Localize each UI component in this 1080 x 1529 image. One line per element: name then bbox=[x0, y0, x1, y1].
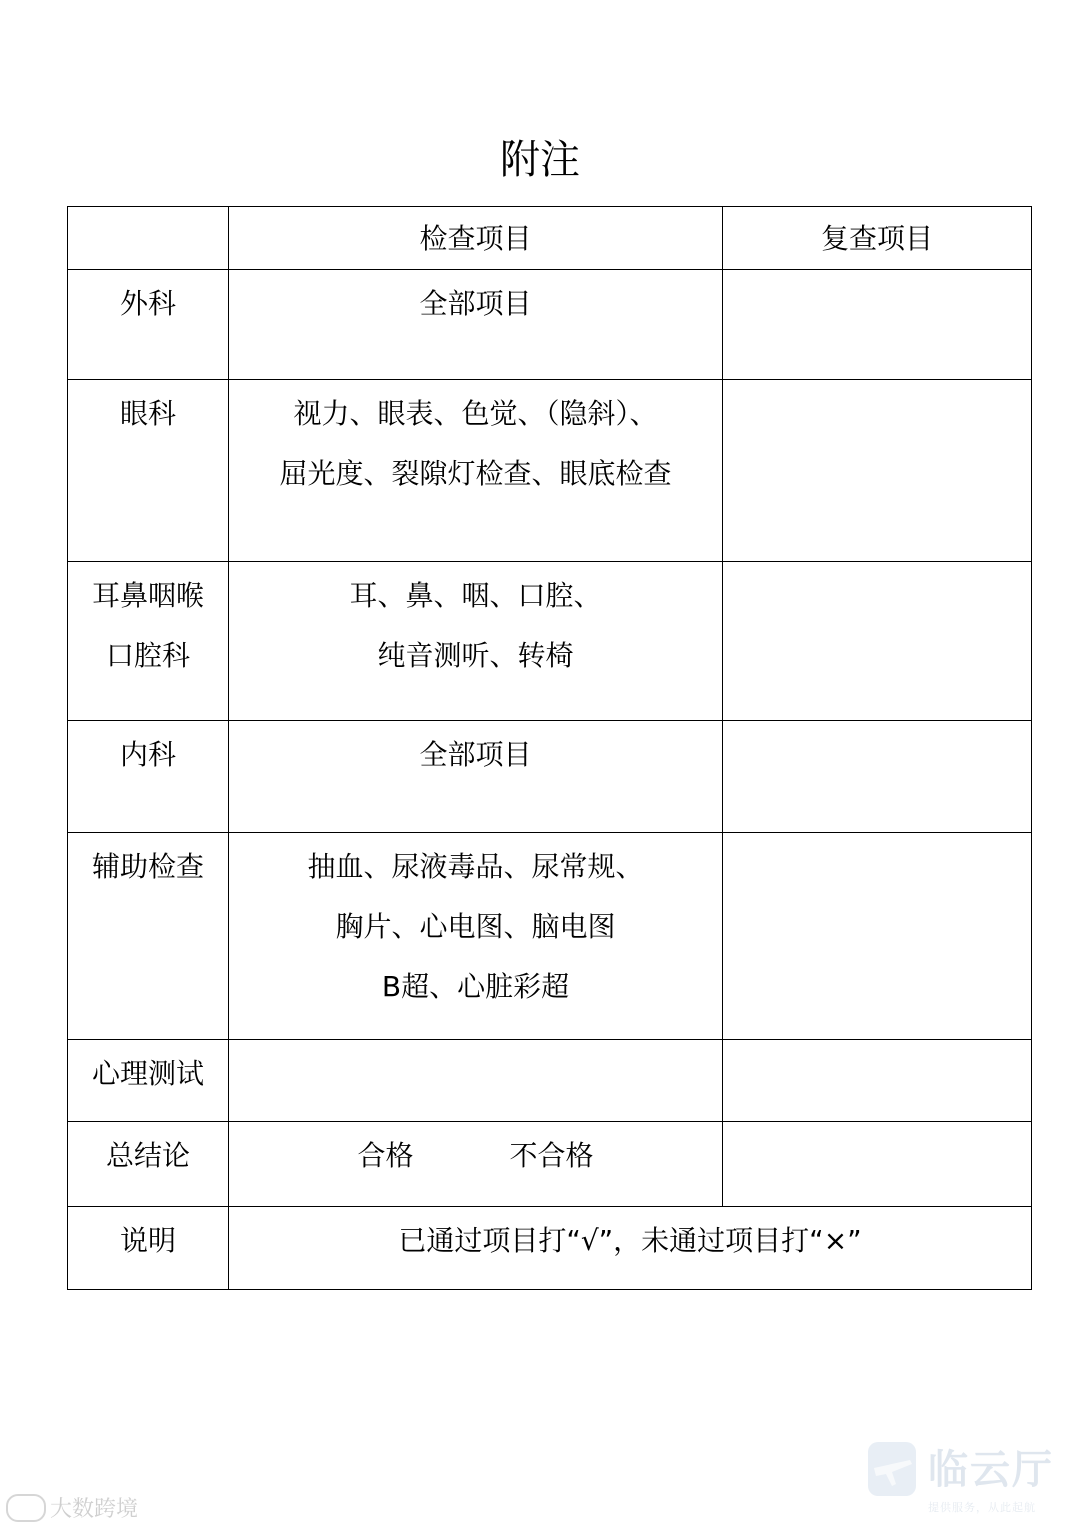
exam-items-cell bbox=[229, 270, 723, 380]
conclusion-options-cell bbox=[229, 1122, 723, 1207]
table-row bbox=[68, 1040, 1032, 1122]
header-exam-items bbox=[229, 207, 723, 270]
header-empty-cell bbox=[68, 207, 229, 270]
dept-cell bbox=[68, 833, 229, 1040]
right-watermark-subtext: 提供服务，从此起航 bbox=[928, 1501, 1036, 1514]
exam-table bbox=[67, 206, 1032, 1290]
page-title: 附注 bbox=[500, 137, 580, 183]
note-text: 已通过项目打“√”，未通过项目打“×” bbox=[398, 1224, 862, 1257]
header-exam-items-label: 检查项目 bbox=[419, 222, 532, 255]
exam-items-cell bbox=[229, 380, 723, 562]
dept-cell bbox=[68, 562, 229, 721]
dept-label: 眼科 bbox=[119, 397, 176, 430]
watermark-logo-icon bbox=[6, 1494, 46, 1522]
left-watermark-text: 大数跨境 bbox=[50, 1497, 139, 1522]
dept-cell bbox=[68, 380, 229, 562]
recheck-cell bbox=[723, 562, 1032, 721]
table-header-row bbox=[68, 207, 1032, 270]
fail-option: 不合格 bbox=[509, 1139, 594, 1172]
exam-items-cell bbox=[229, 1040, 723, 1122]
note-text-cell bbox=[229, 1207, 1032, 1290]
dept-label: 口腔科 bbox=[105, 639, 190, 672]
exam-item-line: 胸片、心电图、脑电图 bbox=[335, 910, 616, 943]
recheck-cell bbox=[723, 380, 1032, 562]
note-row bbox=[68, 1207, 1032, 1290]
dept-cell bbox=[68, 270, 229, 380]
table-body bbox=[68, 270, 1032, 1122]
conclusion-label-cell bbox=[68, 1122, 229, 1207]
right-watermark-text: 临云厅 bbox=[928, 1447, 1054, 1493]
recheck-cell bbox=[723, 270, 1032, 380]
dept-label: 心理测试 bbox=[91, 1057, 204, 1090]
pass-option: 合格 bbox=[357, 1139, 414, 1172]
recheck-cell bbox=[723, 833, 1032, 1040]
table-row bbox=[68, 833, 1032, 1040]
exam-item-line: 全部项目 bbox=[419, 287, 532, 320]
dept-cell bbox=[68, 1040, 229, 1122]
exam-items-cell bbox=[229, 721, 723, 833]
right-watermark bbox=[866, 1438, 1054, 1515]
note-label-cell bbox=[68, 1207, 229, 1290]
recheck-cell bbox=[723, 1040, 1032, 1122]
dept-label: 内科 bbox=[119, 738, 176, 771]
table-row bbox=[68, 270, 1032, 380]
table-row bbox=[68, 562, 1032, 721]
dept-label: 耳鼻咽喉 bbox=[91, 579, 204, 612]
exam-item-line: 耳、鼻、咽、口腔、 bbox=[349, 579, 602, 612]
header-recheck-items bbox=[723, 207, 1032, 270]
left-watermark bbox=[6, 1492, 138, 1523]
exam-item-line: 视力、眼表、色觉、（隐斜）、 bbox=[293, 397, 658, 430]
table-row bbox=[68, 380, 1032, 562]
table-row bbox=[68, 721, 1032, 833]
conclusion-row bbox=[68, 1122, 1032, 1207]
conclusion-label: 总结论 bbox=[105, 1139, 190, 1172]
conclusion-recheck-cell bbox=[723, 1122, 1032, 1207]
dept-label: 外科 bbox=[119, 287, 176, 320]
exam-items-cell bbox=[229, 562, 723, 721]
dept-cell bbox=[68, 721, 229, 833]
exam-items-cell bbox=[229, 833, 723, 1040]
exam-item-line: 全部项目 bbox=[419, 738, 532, 771]
exam-item-line: 抽血、尿液毒品、尿常规、 bbox=[307, 850, 644, 883]
exam-item-line: B超、心脏彩超 bbox=[381, 970, 570, 1003]
exam-item-line: 屈光度、裂隙灯检查、眼底检查 bbox=[279, 457, 672, 490]
plane-logo-icon bbox=[866, 1438, 918, 1500]
exam-item-line: 纯音测听、转椅 bbox=[377, 639, 574, 672]
recheck-cell bbox=[723, 721, 1032, 833]
dept-label: 辅助检查 bbox=[91, 850, 204, 883]
header-recheck-items-label: 复查项目 bbox=[820, 222, 933, 255]
note-label: 说明 bbox=[119, 1224, 176, 1257]
